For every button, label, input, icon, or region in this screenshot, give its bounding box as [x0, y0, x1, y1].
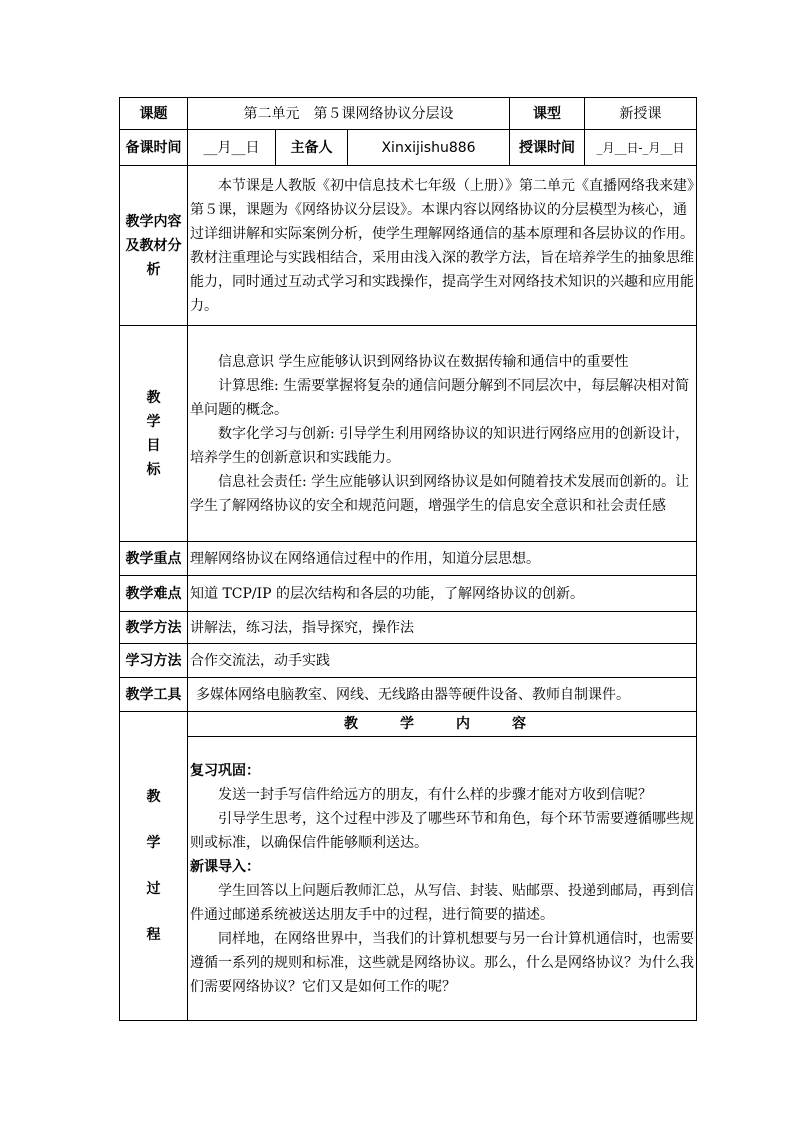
row-tools	[120, 678, 697, 712]
row-topic	[120, 98, 697, 130]
intro-para: 学生回答以上问题后教师汇总，从写信、封装、贴邮票、投递到邮局，再到信件通过邮递系统被送达朋友手中的过程，进行简要的描述。	[190, 882, 694, 923]
analysis-text: 本节课是人教版《初中信息技术七年级（上册）》第二单元《直播网络我来建》第５课，课题为《网络协议分层设》。本课内容以网络协议的分层模型为核心，通过详细讲解和实际案例分析，使学生理解网络通信的基本原理和各层协议的作用。教材注重理论与实践相结合，采用由浅入深的教学方法，旨在培养学生的抽象思维能力，同时通过互动式学习和实践操作，提高学生对网络技术知识的兴趣和应用能力。	[190, 177, 694, 314]
intro-para: 同样地，在网络世界中，当我们的计算机想要与另一台计算机通信时，也需要遵循一系列的规则和标准，这些就是网络协议。那么，什么是网络协议？为什么我们需要网络协议？它们又是如何工作的呢？	[190, 930, 694, 995]
analysis-cell	[188, 166, 697, 326]
row-time	[120, 130, 697, 166]
review-title: 复习巩固：	[190, 762, 260, 779]
goal-item: 信息意识 学生应能够认识到网络协议在数据传输和通信中的重要性	[218, 353, 629, 370]
process-label	[120, 712, 188, 1021]
goals-cell	[188, 326, 697, 542]
preparer-label: 主备人	[276, 130, 348, 166]
row-process-body	[120, 737, 697, 1021]
teach-time-label: 授课时间	[510, 130, 585, 166]
review-para: 发送一封手写信件给远方的朋友，有什么样的步骤才能对方收到信呢？	[218, 786, 652, 803]
type-value: 新授课	[585, 98, 697, 130]
process-cell	[188, 737, 697, 1021]
prep-time-value: __月__日	[188, 130, 276, 166]
topic-label: 课题	[120, 98, 188, 130]
goals-label	[120, 326, 188, 542]
row-difficulty	[120, 576, 697, 612]
process-label-char: 程	[146, 927, 161, 943]
key-point-label: 教学重点	[120, 542, 188, 576]
difficulty-text: 知道 TCP/IP 的层次结构和各层的功能，了解网络协议的创新。	[188, 576, 697, 612]
goals-label-char: 学	[146, 413, 161, 430]
goals-label-char: 教	[146, 389, 161, 406]
learning-method-label: 学习方法	[120, 644, 188, 678]
row-key-point	[120, 542, 697, 576]
teach-time-value: _月__日-_月__日	[585, 130, 697, 166]
goal-item: 信息社会责任: 学生应能够认识到网络协议是如何随着技术发展而创新的。让学生了解网络协议的安全和规范问题，增强学生的信息安全意识和社会责任感	[190, 473, 690, 514]
difficulty-label: 教学难点	[120, 576, 188, 612]
row-analysis	[120, 166, 697, 326]
analysis-label: 教学内容及教材分析	[120, 166, 188, 326]
preparer-value: Xinxijishu886	[348, 130, 510, 166]
review-para: 引导学生思考，这个过程中涉及了哪些环节和角色，每个环节需要遵循哪些规则或标准，以确保信件能够顺利送达。	[190, 810, 694, 851]
process-label-char: 过	[146, 881, 161, 897]
key-point-text: 理解网络协议在网络通信过程中的作用，知道分层思想。	[188, 542, 697, 576]
goals-label-char: 目	[146, 437, 161, 454]
process-label-char: 学	[146, 835, 161, 851]
lesson-plan-table	[119, 97, 697, 1021]
teaching-method-label: 教学方法	[120, 612, 188, 644]
goal-item: 计算思维: 生需要掌握将复杂的通信问题分解到不同层次中，每层解决相对简单问题的概念。	[190, 377, 690, 418]
teaching-method-text: 讲解法，练习法，指导探究，操作法	[188, 612, 697, 644]
row-learning-method	[120, 644, 697, 678]
row-teaching-method	[120, 612, 697, 644]
type-label: 课型	[510, 98, 585, 130]
row-goals	[120, 326, 697, 542]
prep-time-label: 备课时间	[120, 130, 188, 166]
row-process-header	[120, 712, 697, 737]
process-label-char: 教	[146, 789, 161, 805]
goal-item: 数字化学习与创新: 引导学生利用网络协议的知识进行网络应用的创新设计，培养学生的创新意识和实践能力。	[190, 425, 690, 466]
tools-text: 多媒体网络电脑教室、网线、无线路由器等硬件设备、教师自制课件。	[188, 678, 697, 712]
tools-label: 教学工具	[120, 678, 188, 712]
learning-method-text: 合作交流法，动手实践	[188, 644, 697, 678]
intro-title: 新课导入：	[190, 858, 260, 875]
topic-value: 第二单元 第５课网络协议分层设	[188, 98, 510, 130]
process-content-header: 教 学 内 容	[188, 712, 697, 737]
goals-label-char: 标	[146, 461, 161, 478]
